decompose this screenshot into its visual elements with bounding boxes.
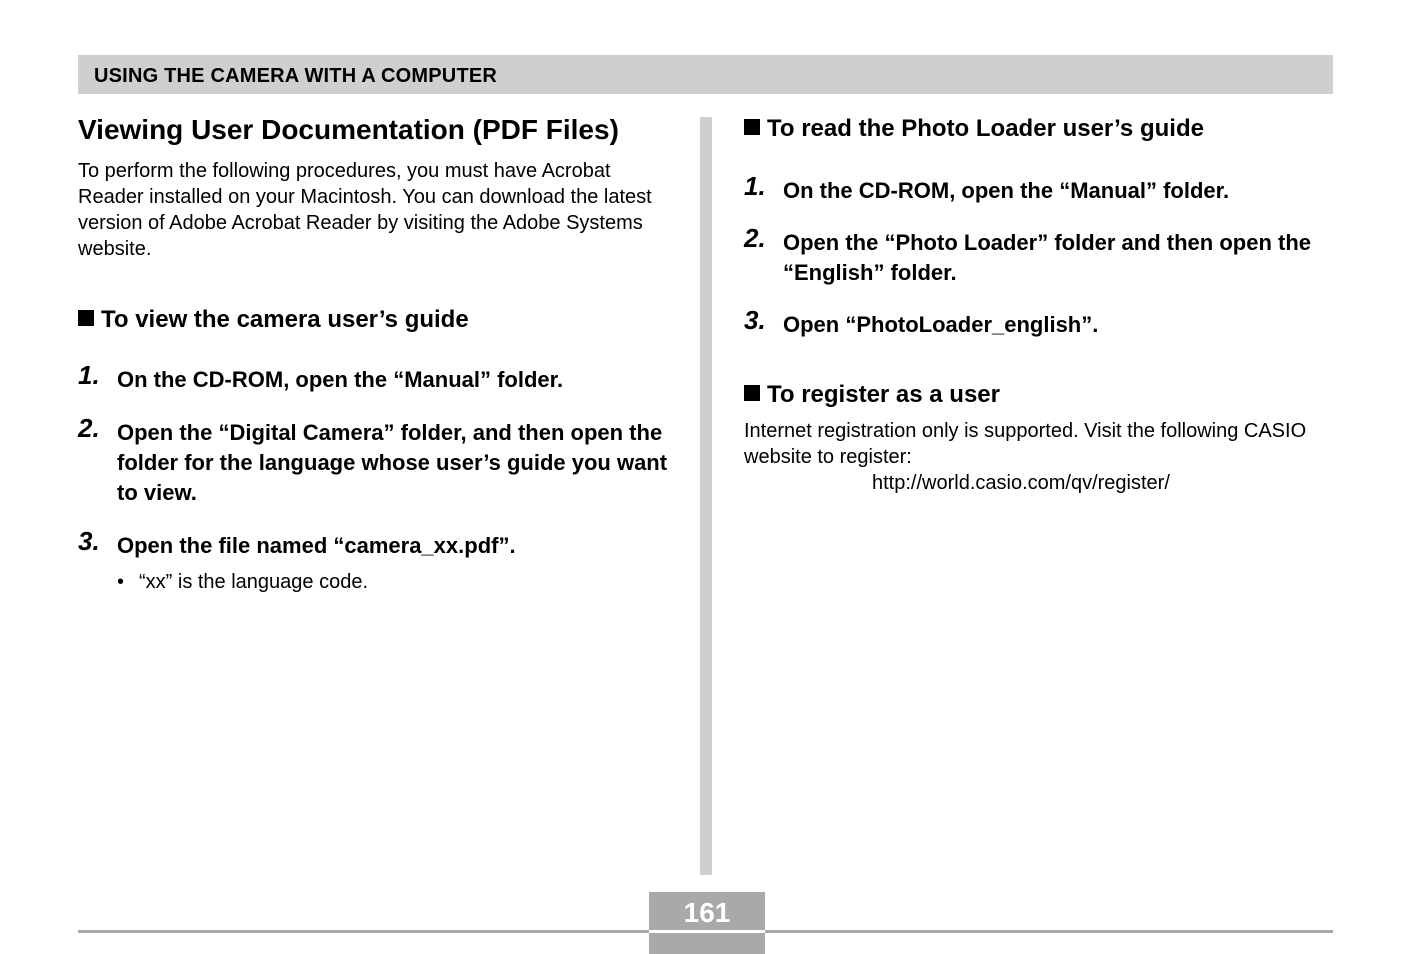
- step-item: [744, 305, 1324, 340]
- step-text: On the CD-ROM, open the “Manual” folder.: [117, 367, 564, 392]
- bullet-dot-icon: •: [117, 571, 125, 593]
- step-text: Open the “Digital Camera” folder, and then open the folder for the language whose user’s guide you want to view.: [117, 420, 668, 505]
- bullet-note: [117, 569, 678, 595]
- step-number: 3.: [744, 305, 766, 335]
- square-bullet-icon: [744, 119, 760, 135]
- step-text: Open “PhotoLoader_english”.: [783, 312, 1099, 337]
- step-number: 2.: [744, 223, 766, 253]
- step-text: Open the “Photo Loader” folder and then open the “English” folder.: [783, 230, 1311, 285]
- step-text: On the CD-ROM, open the “Manual” folder.: [783, 178, 1230, 203]
- square-bullet-icon: [744, 385, 760, 401]
- section-heading-text: To register as a user: [767, 381, 1000, 408]
- section-heading-camera-guide: [78, 305, 678, 335]
- page-title: Viewing User Documentation (PDF Files): [78, 114, 619, 145]
- bullet-text: “xx” is the language code.: [139, 571, 369, 593]
- step-number: 2.: [78, 413, 100, 443]
- square-bullet-icon: [78, 310, 94, 326]
- camera-guide-steps: [78, 360, 678, 561]
- left-column: [78, 112, 678, 595]
- section-heading-text: To view the camera user’s guide: [101, 306, 469, 333]
- step-number: 1.: [78, 360, 100, 390]
- register-url: http://world.casio.com/qv/register/: [872, 472, 1170, 494]
- step-number: 3.: [78, 526, 100, 556]
- column-divider: [700, 117, 712, 875]
- header-band: [78, 55, 1333, 94]
- section-heading-text: To read the Photo Loader user’s guide: [767, 115, 1204, 142]
- section-heading-register: [744, 380, 1324, 410]
- section-heading-photo-loader: [744, 114, 1324, 144]
- step-text: Open the file named “camera_xx.pdf”.: [117, 533, 516, 558]
- intro-paragraph: To perform the following procedures, you must have Acrobat Reader installed on your Macintosh. You can download the latest version of Adobe Acrobat Reader by visiting the Adobe Systems website.: [78, 160, 652, 260]
- register-paragraph: Internet registration only is supported. Visit the following CASIO website to register:: [744, 420, 1307, 468]
- photo-loader-steps: [744, 171, 1324, 340]
- step-item: [744, 223, 1324, 288]
- step-item: [78, 526, 678, 561]
- header-title: USING THE CAMERA WITH A COMPUTER: [94, 65, 498, 87]
- page-box-divider: [649, 930, 765, 933]
- page-number-box: [649, 892, 765, 954]
- right-column: [744, 114, 1324, 496]
- step-item: [78, 413, 678, 508]
- step-number: 1.: [744, 171, 766, 201]
- step-item: [744, 171, 1324, 206]
- page-number: 161: [683, 897, 731, 928]
- step-item: [78, 360, 678, 395]
